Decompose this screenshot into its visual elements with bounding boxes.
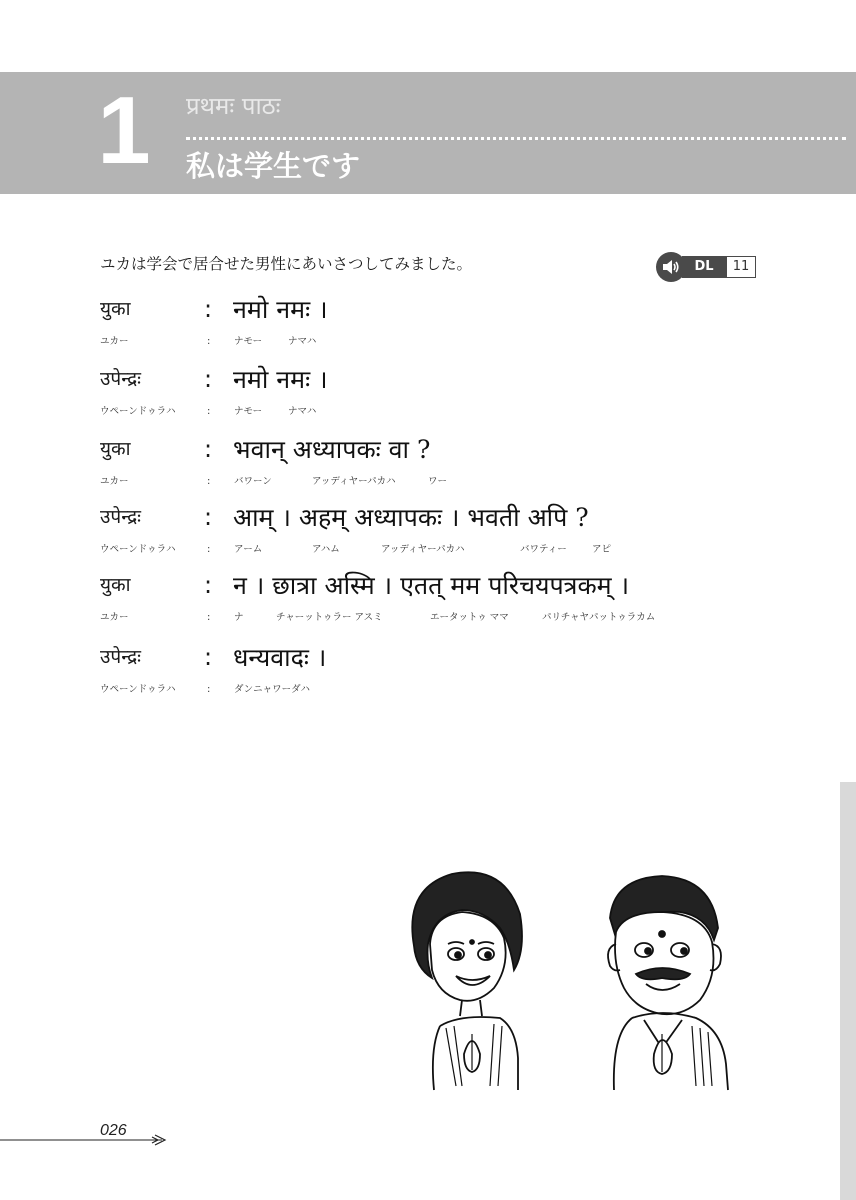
sanskrit-text: भवान् अध्यापकः वा ? (233, 435, 431, 464)
reading-row (0, 610, 856, 626)
colon: : (204, 503, 213, 531)
sanskrit-text: नमो नमः । (233, 295, 328, 324)
colon-small: : (207, 612, 211, 623)
reading-row (0, 542, 856, 558)
intro-text: ユカは学会で居合せた男性にあいさつしてみました。 (100, 255, 473, 273)
reading-row (0, 474, 856, 490)
colon: : (204, 365, 213, 393)
lesson-title-japanese: 私は学生です (186, 149, 361, 183)
dl-label: DL (682, 256, 726, 278)
reading-kana: ナ (234, 612, 244, 623)
page-number: 026 (100, 1122, 127, 1139)
speaker-kana: ユカー (100, 612, 129, 623)
reading-kana: ナモー (234, 336, 263, 347)
reading-kana: ナモー (234, 406, 263, 417)
reading-kana: ナマハ (288, 336, 317, 347)
colon: : (204, 571, 213, 599)
side-index-tab (840, 782, 856, 1200)
reading-kana: アハム (312, 544, 340, 555)
sanskrit-text: धन्यवादः । (233, 643, 327, 672)
reading-kana: バワティー (520, 544, 567, 555)
reading-kana: エータットゥ ママ (430, 612, 509, 623)
lesson-title-sanskrit: प्रथमः पाठः (186, 92, 281, 120)
reading-row (0, 334, 856, 350)
speaker-name: युका (100, 438, 131, 460)
reading-kana: アピ (592, 544, 612, 555)
reading-row (0, 682, 856, 698)
reading-kana: チャーットゥラー アスミ (276, 612, 383, 623)
greeting-illustration (400, 858, 760, 1098)
colon-small: : (207, 684, 211, 695)
track-number: 11 (726, 256, 756, 278)
colon: : (204, 435, 213, 463)
reading-kana: アーム (234, 544, 263, 555)
reading-kana: アッディヤーパカハ (312, 476, 396, 487)
sanskrit-text: न । छात्रा अस्मि । एतत् मम परिचयपत्रकम् । (233, 571, 630, 600)
speaker-kana: ユカー (100, 336, 129, 347)
reading-kana: バワーン (234, 476, 272, 487)
lesson-number: 1 (97, 77, 149, 184)
reading-kana: ナマハ (288, 406, 317, 417)
reading-row (0, 404, 856, 420)
speaker-name: उपेन्द्रः (100, 368, 142, 390)
speaker-name: युका (100, 574, 131, 596)
speaker-name: युका (100, 298, 131, 320)
reading-kana: アッディヤーパカハ (381, 544, 465, 555)
speaker-kana: ユカー (100, 476, 129, 487)
dialogue-line (0, 640, 856, 704)
dialogue-line (0, 362, 856, 426)
speaker-icon (656, 252, 686, 282)
speaker-kana: ウペーンドゥラハ (100, 544, 176, 555)
reading-kana: ダンニャワーダハ (234, 684, 311, 695)
reading-kana: パリチャヤパットゥラカム (542, 612, 656, 623)
dotted-divider (186, 137, 846, 140)
speaker-kana: ウペーンドゥラハ (100, 406, 176, 417)
colon: : (204, 295, 213, 323)
audio-download-badge[interactable] (656, 252, 756, 282)
sanskrit-text: आम् । अहम् अध्यापकः । भवती अपि ? (233, 503, 589, 532)
upendra-figure (608, 876, 728, 1090)
dialogue-line (0, 568, 856, 632)
speaker-kana: ウペーンドゥラハ (100, 684, 176, 695)
colon: : (204, 643, 213, 671)
yuka-figure (412, 872, 522, 1090)
speaker-name: उपेन्द्रः (100, 646, 142, 668)
dialogue-line (0, 432, 856, 496)
speaker-name: उपेन्द्रः (100, 506, 142, 528)
sanskrit-text: नमो नमः । (233, 365, 328, 394)
arrow-icon (0, 1132, 170, 1148)
colon-small: : (207, 476, 211, 487)
colon-small: : (207, 336, 211, 347)
colon-small: : (207, 544, 211, 555)
dialogue-line (0, 500, 856, 564)
dialogue-line (0, 292, 856, 356)
reading-kana: ワー (428, 476, 448, 487)
colon-small: : (207, 406, 211, 417)
